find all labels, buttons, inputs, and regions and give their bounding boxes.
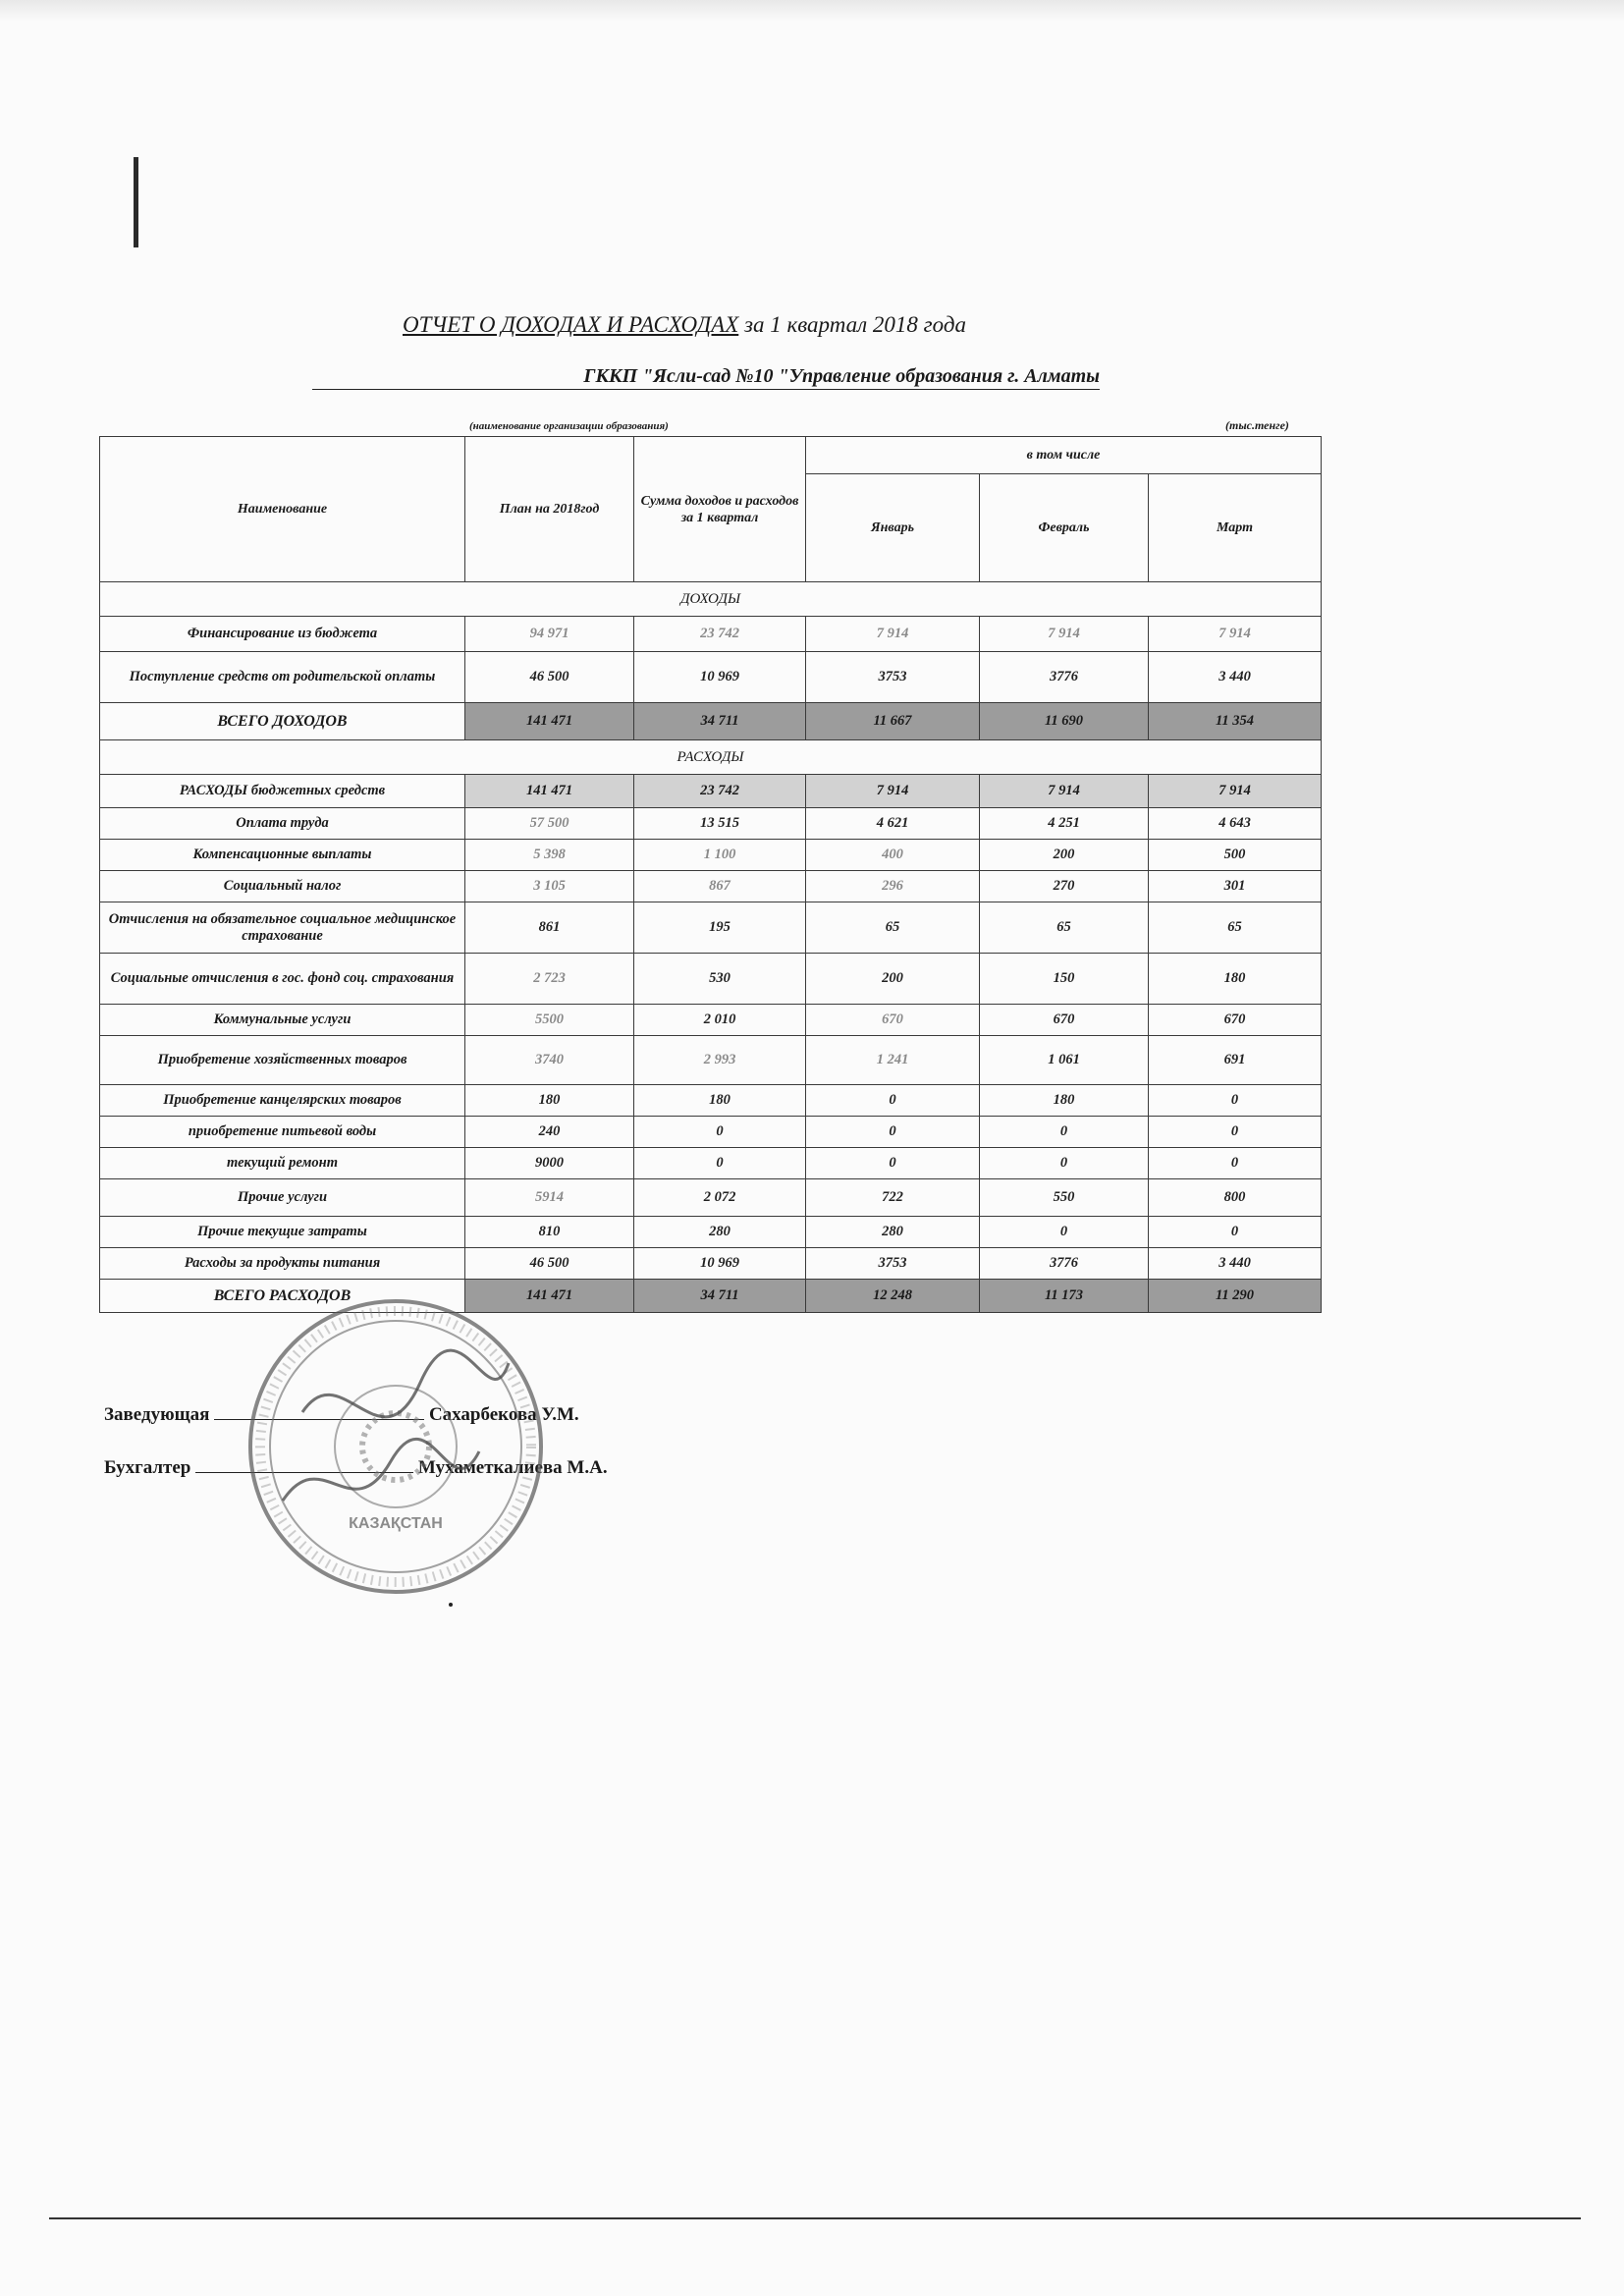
- scan-dot: [449, 1603, 453, 1607]
- row-jan: 0: [806, 1085, 980, 1117]
- scan-edge-shadow: [0, 0, 1624, 22]
- head-name: Сахарбекова У.М.: [428, 1404, 579, 1425]
- income-expense-table: [99, 436, 1322, 1313]
- units-label: (тыс.тенге): [1225, 418, 1289, 432]
- budget-expense-plan: 141 471: [465, 775, 634, 808]
- table-row: [100, 954, 1322, 1005]
- row-feb: 670: [980, 1005, 1149, 1036]
- header-march: Март: [1149, 474, 1322, 582]
- row-name: Прочие текущие затраты: [100, 1217, 465, 1248]
- row-feb: 0: [980, 1148, 1149, 1179]
- row-quarter: 2 010: [634, 1005, 806, 1036]
- row-jan: 0: [806, 1148, 980, 1179]
- row-quarter: 1 100: [634, 840, 806, 871]
- row-plan: 810: [465, 1217, 634, 1248]
- expense-total-feb: 11 173: [980, 1280, 1149, 1313]
- row-feb: 180: [980, 1085, 1149, 1117]
- row-name: Коммунальные услуги: [100, 1005, 465, 1036]
- row-plan: 46 500: [465, 1248, 634, 1280]
- header-quarter-sum: Сумма доходов и расходов за 1 квартал: [634, 437, 806, 582]
- row-mar: 4 643: [1149, 808, 1322, 840]
- report-title-period: за 1 квартал 2018 года: [738, 312, 966, 337]
- header-name: Наименование: [100, 437, 465, 582]
- row-feb: 7 914: [980, 617, 1149, 652]
- budget-expense-quarter: 23 742: [634, 775, 806, 808]
- table-row: [100, 871, 1322, 902]
- table-row: [100, 1217, 1322, 1248]
- row-jan: 3753: [806, 652, 980, 703]
- row-feb: 3776: [980, 1248, 1149, 1280]
- row-mar: 691: [1149, 1036, 1322, 1085]
- row-quarter: 867: [634, 871, 806, 902]
- row-name: Компенсационные выплаты: [100, 840, 465, 871]
- row-jan: 200: [806, 954, 980, 1005]
- row-plan: 3 105: [465, 871, 634, 902]
- page-bottom-rule: [49, 2217, 1581, 2219]
- row-feb: 3776: [980, 652, 1149, 703]
- header-including: в том числе: [806, 437, 1322, 474]
- row-name: Социальный налог: [100, 871, 465, 902]
- row-name: Финансирование из бюджета: [100, 617, 465, 652]
- row-name: текущий ремонт: [100, 1148, 465, 1179]
- table-row: [100, 1036, 1322, 1085]
- table-row: [100, 1005, 1322, 1036]
- income-total-mar: 11 354: [1149, 703, 1322, 740]
- row-mar: 65: [1149, 902, 1322, 954]
- row-name: Расходы за продукты питания: [100, 1248, 465, 1280]
- table-row: [100, 840, 1322, 871]
- row-quarter: 195: [634, 902, 806, 954]
- income-total-feb: 11 690: [980, 703, 1149, 740]
- row-mar: 0: [1149, 1085, 1322, 1117]
- row-quarter: 10 969: [634, 652, 806, 703]
- expense-rows: [100, 808, 1322, 1280]
- row-quarter: 280: [634, 1217, 806, 1248]
- row-quarter: 0: [634, 1117, 806, 1148]
- table-row: [100, 1179, 1322, 1217]
- table-row: [100, 1085, 1322, 1117]
- row-plan: 57 500: [465, 808, 634, 840]
- row-mar: 500: [1149, 840, 1322, 871]
- row-plan: 9000: [465, 1148, 634, 1179]
- row-mar: 301: [1149, 871, 1322, 902]
- table-row: [100, 1148, 1322, 1179]
- income-total-quarter: 34 711: [634, 703, 806, 740]
- row-name: Приобретение хозяйственных товаров: [100, 1036, 465, 1085]
- row-plan: 5 398: [465, 840, 634, 871]
- row-plan: 861: [465, 902, 634, 954]
- row-mar: 3 440: [1149, 652, 1322, 703]
- row-feb: 150: [980, 954, 1149, 1005]
- header-february: Февраль: [980, 474, 1149, 582]
- row-name: Отчисления на обязательное социальное медицинское страхование: [100, 902, 465, 954]
- row-name: Социальные отчисления в гос. фонд соц. страхования: [100, 954, 465, 1005]
- budget-expense-row: [100, 775, 1322, 808]
- expense-total-name: ВСЕГО РАСХОДОВ: [100, 1280, 465, 1313]
- accountant-label: Бухгалтер: [104, 1457, 191, 1478]
- budget-expense-mar: 7 914: [1149, 775, 1322, 808]
- expense-total-plan: 141 471: [465, 1280, 634, 1313]
- row-feb: 65: [980, 902, 1149, 954]
- table-row: [100, 652, 1322, 703]
- expense-total-jan: 12 248: [806, 1280, 980, 1313]
- row-feb: 550: [980, 1179, 1149, 1217]
- row-feb: 270: [980, 871, 1149, 902]
- row-jan: 722: [806, 1179, 980, 1217]
- row-plan: 5500: [465, 1005, 634, 1036]
- row-jan: 7 914: [806, 617, 980, 652]
- row-jan: 3753: [806, 1248, 980, 1280]
- expense-section-row: [100, 740, 1322, 775]
- row-plan: 3740: [465, 1036, 634, 1085]
- table-row: [100, 902, 1322, 954]
- row-feb: 200: [980, 840, 1149, 871]
- row-name: Прочие услуги: [100, 1179, 465, 1217]
- row-mar: 180: [1149, 954, 1322, 1005]
- head-label: Заведующая: [104, 1404, 210, 1425]
- row-jan: 1 241: [806, 1036, 980, 1085]
- scan-artifact-mark: [134, 157, 138, 247]
- row-feb: 0: [980, 1117, 1149, 1148]
- accountant-name: Мухаметкалиева М.А.: [417, 1457, 608, 1478]
- official-stamp: [244, 1294, 548, 1599]
- row-jan: 400: [806, 840, 980, 871]
- budget-expense-feb: 7 914: [980, 775, 1149, 808]
- row-quarter: 13 515: [634, 808, 806, 840]
- budget-expense-name: РАСХОДЫ бюджетных средств: [100, 775, 465, 808]
- expense-total-quarter: 34 711: [634, 1280, 806, 1313]
- row-plan: 94 971: [465, 617, 634, 652]
- table-row: [100, 617, 1322, 652]
- income-section-label: ДОХОДЫ: [100, 582, 1322, 617]
- row-plan: 2 723: [465, 954, 634, 1005]
- row-mar: 670: [1149, 1005, 1322, 1036]
- header-plan: План на 2018год: [465, 437, 634, 582]
- row-quarter: 10 969: [634, 1248, 806, 1280]
- income-total-plan: 141 471: [465, 703, 634, 740]
- budget-expense-jan: 7 914: [806, 775, 980, 808]
- row-jan: 296: [806, 871, 980, 902]
- row-quarter: 0: [634, 1148, 806, 1179]
- income-total-row: [100, 703, 1322, 740]
- row-name: приобретение питьевой воды: [100, 1117, 465, 1148]
- row-name: Приобретение канцелярских товаров: [100, 1085, 465, 1117]
- row-jan: 670: [806, 1005, 980, 1036]
- stamp-text: КАЗАҚСТАН: [349, 1515, 443, 1532]
- table-row: [100, 1117, 1322, 1148]
- row-quarter: 530: [634, 954, 806, 1005]
- organization-name: ГККП "Ясли-сад №10 "Управление образования г. Алматы: [312, 365, 1100, 390]
- row-quarter: 23 742: [634, 617, 806, 652]
- row-quarter: 180: [634, 1085, 806, 1117]
- row-mar: 0: [1149, 1117, 1322, 1148]
- row-jan: 280: [806, 1217, 980, 1248]
- row-mar: 800: [1149, 1179, 1322, 1217]
- row-mar: 0: [1149, 1148, 1322, 1179]
- row-jan: 65: [806, 902, 980, 954]
- income-total-name: ВСЕГО ДОХОДОВ: [100, 703, 465, 740]
- table-row: [100, 808, 1322, 840]
- row-jan: 4 621: [806, 808, 980, 840]
- row-mar: 3 440: [1149, 1248, 1322, 1280]
- row-name: Оплата труда: [100, 808, 465, 840]
- row-feb: 0: [980, 1217, 1149, 1248]
- row-mar: 7 914: [1149, 617, 1322, 652]
- organization-caption: (наименование организации образования): [469, 420, 669, 432]
- row-quarter: 2 072: [634, 1179, 806, 1217]
- row-jan: 0: [806, 1117, 980, 1148]
- row-name: Поступление средств от родительской оплаты: [100, 652, 465, 703]
- row-plan: 240: [465, 1117, 634, 1148]
- row-plan: 180: [465, 1085, 634, 1117]
- expense-total-mar: 11 290: [1149, 1280, 1322, 1313]
- row-feb: 1 061: [980, 1036, 1149, 1085]
- row-feb: 4 251: [980, 808, 1149, 840]
- row-plan: 5914: [465, 1179, 634, 1217]
- header-january: Январь: [806, 474, 980, 582]
- table-row: [100, 1248, 1322, 1280]
- row-plan: 46 500: [465, 652, 634, 703]
- report-title: [403, 312, 966, 338]
- expense-section-label: РАСХОДЫ: [100, 740, 1322, 775]
- row-mar: 0: [1149, 1217, 1322, 1248]
- row-quarter: 2 993: [634, 1036, 806, 1085]
- income-total-jan: 11 667: [806, 703, 980, 740]
- report-title-main: ОТЧЕТ О ДОХОДАХ И РАСХОДАХ: [403, 312, 739, 337]
- income-section-row: [100, 582, 1322, 617]
